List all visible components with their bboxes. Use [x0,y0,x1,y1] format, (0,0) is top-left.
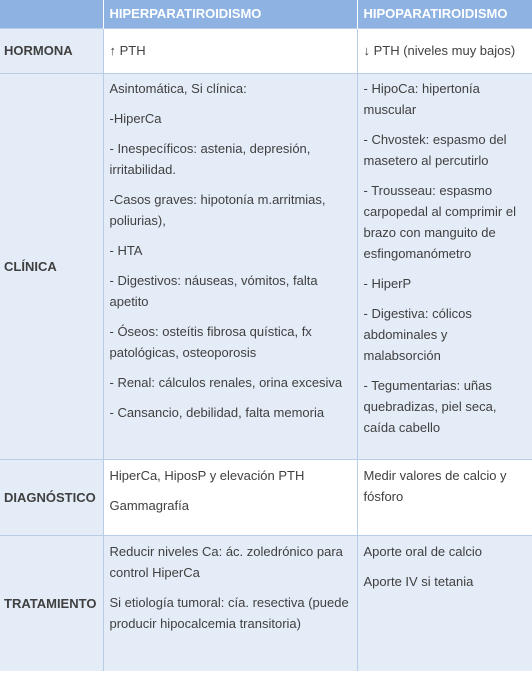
row-diagnostico [0,459,532,535]
header-corner [0,0,103,28]
cell-line: Medir valores de calcio y fósforo [363,467,507,504]
row-label-clinica: CLÍNICA [0,73,103,459]
cell-line: Aporte oral de calcio [363,543,483,559]
cell-tratamiento-hiper [103,535,357,671]
cell-line: Si etiología tumoral: cía. resectiva (puede producir hipocalcemia transitoria) [109,594,349,631]
cell-line: -Casos graves: hipotonía m.arritmias, poliurias), [109,191,326,228]
cell-diagnostico-hiper [103,459,357,535]
cell-line: ↑ PTH [109,43,146,58]
header-hipoparatiroidismo: HIPOPARATIROIDISMO [357,0,532,28]
cell-line: - HipoCa: hipertonía muscular [363,80,480,117]
cell-line: - Chvostek: espasmo del masetero al percutirlo [363,131,507,168]
cell-line: Aporte IV si tetania [363,573,474,589]
cell-line: -HiperCa [109,110,162,126]
cell-line: - Digestivos: náuseas, vómitos, falta apetito [109,272,318,309]
row-label-hormona: HORMONA [0,28,103,73]
cell-line: - HTA [109,242,143,258]
cell-hormona-hipo [357,28,532,73]
cell-line: - Inespecíficos: astenia, depresión, irritabilidad. [109,140,311,177]
cell-line: Asintomática, Si clínica: [109,80,247,96]
cell-line: HiperCa, HiposP y elevación PTH [109,467,305,483]
cell-tratamiento-hipo [357,535,532,671]
cell-line: - Tegumentarias: uñas quebradizas, piel seca, caída cabello [363,377,497,435]
row-hormona [0,28,532,73]
cell-line: - Renal: cálculos renales, orina excesiva [109,374,343,390]
header-hiperparatiroidismo: HIPERPARATIROIDISMO [103,0,357,28]
cell-clinica-hipo [357,73,532,459]
cell-hormona-hiper [103,28,357,73]
cell-clinica-hiper [103,73,357,459]
cell-diagnostico-hipo [357,459,532,535]
cell-line: - Trousseau: espasmo carpopedal al comprimir el brazo con manguito de esfingomanómetro [363,182,516,261]
cell-line: - Digestiva: cólicos abdominales y malabsorción [363,305,472,363]
row-clinica [0,73,532,459]
cell-line: Reducir niveles Ca: ác. zoledrónico para control HiperCa [109,543,343,580]
row-tratamiento [0,535,532,671]
row-label-diagnostico: DIAGNÓSTICO [0,459,103,535]
cell-line: ↓ PTH (niveles muy bajos) [363,43,516,58]
cell-line: - Óseos: osteítis fibrosa quística, fx patológicas, osteoporosis [109,323,312,360]
header-row [0,0,532,28]
row-label-tratamiento: TRATAMIENTO [0,535,103,671]
cell-line: - Cansancio, debilidad, falta memoria [109,404,325,420]
cell-line: Gammagrafía [109,497,189,513]
cell-line: - HiperP [363,275,412,291]
